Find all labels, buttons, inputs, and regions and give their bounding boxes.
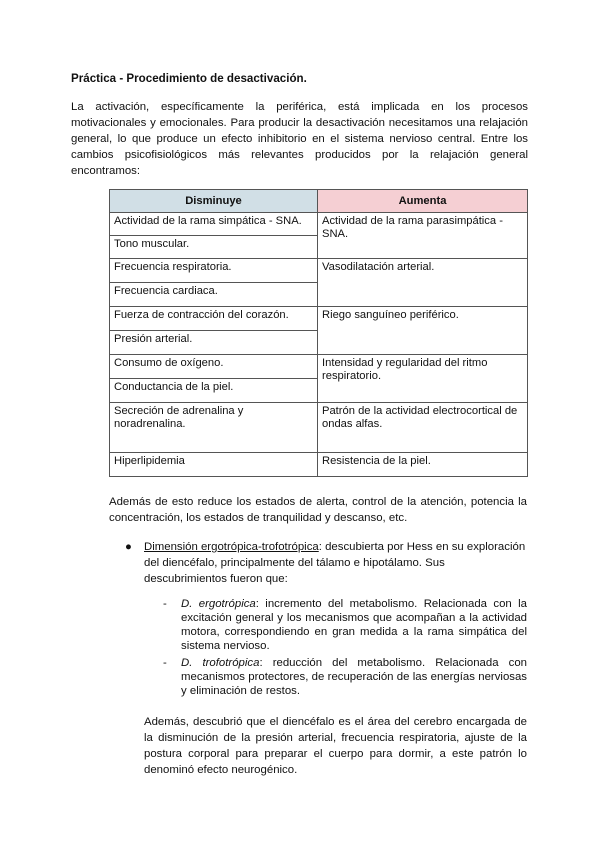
decrease-cell: Consumo de oxígeno. [110,355,318,379]
bullet-marker: ● [125,541,132,553]
subitem [181,656,527,698]
decrease-cell: Presión arterial. [110,331,318,355]
increase-cell: Intensidad y regularidad del ritmo respiratorio. [318,355,528,403]
subitem-term: D. ergotrópica [181,598,256,610]
decrease-cell: Conductancia de la piel. [110,379,318,403]
decrease-cell: Tono muscular. [110,236,318,259]
final-paragraph: Además, descubrió que el diencéfalo es el área del cerebro encargada de la disminución de la presión arterial, frecuencia respiratoria, ajuste de la postura corporal para preparar el cuerpo para dormir, a este patrón lo denominó efecto neurogénico. [144,716,527,776]
subitem-text: : reducción del metabolismo. Relacionada con mecanismos protectores, de recuperación de las energías nerviosas y eliminación de restos. [181,657,527,697]
intro-paragraph: La activación, específicamente la periférica, está implicada en los procesos motivacionales y emocionales. Para producir la desactivación necesitamos una relajación general, lo que produce un efecto inhibitorio en el sistema nervioso central. Entre los cambios psicofisiológicos más relevantes producidos por la relajación general encontramos: [71,101,528,177]
page-title: Práctica - Procedimiento de desactivación. [71,72,307,85]
increase-cell: Patrón de la actividad electrocortical de ondas alfas. [318,403,528,453]
subitem-text: : incremento del metabolismo. Relacionada con la excitación general y los mecanismos que acompañan a la actividad motora, correspondiendo en gran medida a la rama simpática del sistema nervioso. [181,598,527,652]
subitem-marker: - [163,598,167,610]
decrease-cell: Hiperlipidemia [110,453,318,477]
decrease-cell: Frecuencia cardiaca. [110,283,318,307]
bullet-text: : descubierta por Hess en su exploración del diencéfalo, principalmente del tálamo e hipotálamo. Sus descubrimientos fueron que: [144,541,526,585]
decrease-cell: Actividad de la rama simpática - SNA. [110,213,318,236]
increase-cell: Riego sanguíneo periférico. [318,307,528,355]
increase-cell: Actividad de la rama parasimpática - SNA. [318,213,528,259]
decrease-cell: Fuerza de contracción del corazón. [110,307,318,331]
subitem-marker: - [163,657,167,669]
increase-cell: Vasodilatación arterial. [318,259,528,307]
header-decreases: Disminuye [110,190,318,213]
decrease-cell: Secreción de adrenalina y noradrenalina. [110,403,318,453]
subitem [181,597,527,653]
header-increases: Aumenta [318,190,528,213]
relaxation-changes-table [109,189,528,477]
subitem-term: D. trofotrópica [181,657,260,669]
bullet-term: Dimensión ergotrópica-trofotrópica [144,541,319,553]
decrease-cell: Frecuencia respiratoria. [110,259,318,283]
after-table-paragraph: Además de esto reduce los estados de alerta, control de la atención, potencia la concentración, los estados de tranquilidad y descanso, etc. [109,496,527,524]
bullet-item [144,539,527,587]
increase-cell: Resistencia de la piel. [318,453,528,477]
